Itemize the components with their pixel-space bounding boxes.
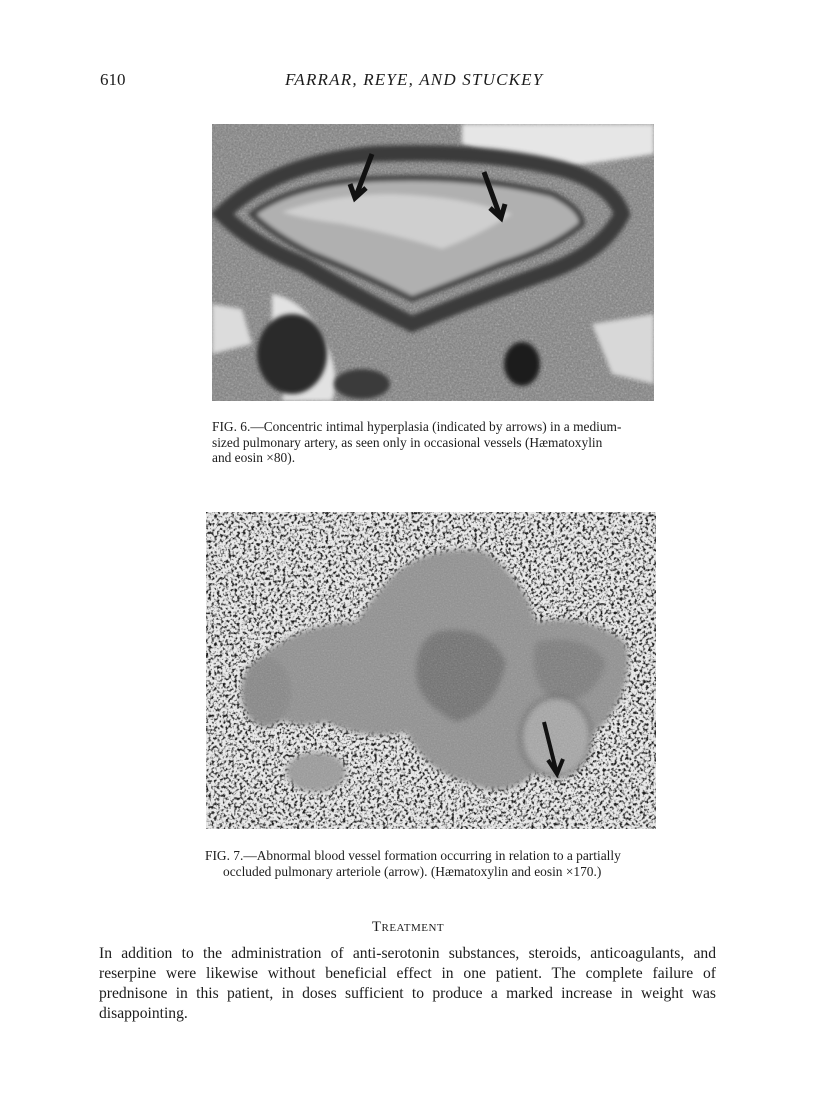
figure-7-label: FIG. 7.: [205, 848, 244, 863]
caption-line: occluded pulmonary arteriole (arrow). (Hæmatoxylin and eosin ×170.): [223, 863, 602, 879]
figure-6-caption: [212, 419, 656, 466]
caption-line: —Abnormal blood vessel formation occurring in relation to a partially: [243, 848, 621, 863]
figure-6-micrograph: [212, 124, 654, 401]
figure-6-label: FIG. 6.: [212, 419, 251, 434]
section-heading: Treatment: [371, 919, 445, 935]
running-head: FARRAR, REYE, AND STUCKEY: [285, 70, 544, 89]
body-paragraph: In addition to the administration of anti-serotonin substances, steroids, anticoagulants, and reserpine were likewise without beneficial effect in one patient. The complete failure of prednisone in this patient, in doses sufficient to produce a marked increase in weight was disappointing.: [99, 945, 716, 1022]
figure-7-caption: [205, 848, 657, 879]
page-number: 610: [100, 70, 126, 89]
figure-7-image: [206, 512, 656, 829]
figure-6-image: [212, 124, 654, 401]
figure-7-micrograph: [206, 512, 656, 829]
caption-line: —Concentric intimal hyperplasia (indicated by arrows) in a medium-: [250, 419, 622, 434]
caption-line: sized pulmonary artery, as seen only in occasional vessels (Hæmatoxylin: [212, 434, 603, 450]
caption-line: and eosin ×80).: [212, 450, 296, 465]
